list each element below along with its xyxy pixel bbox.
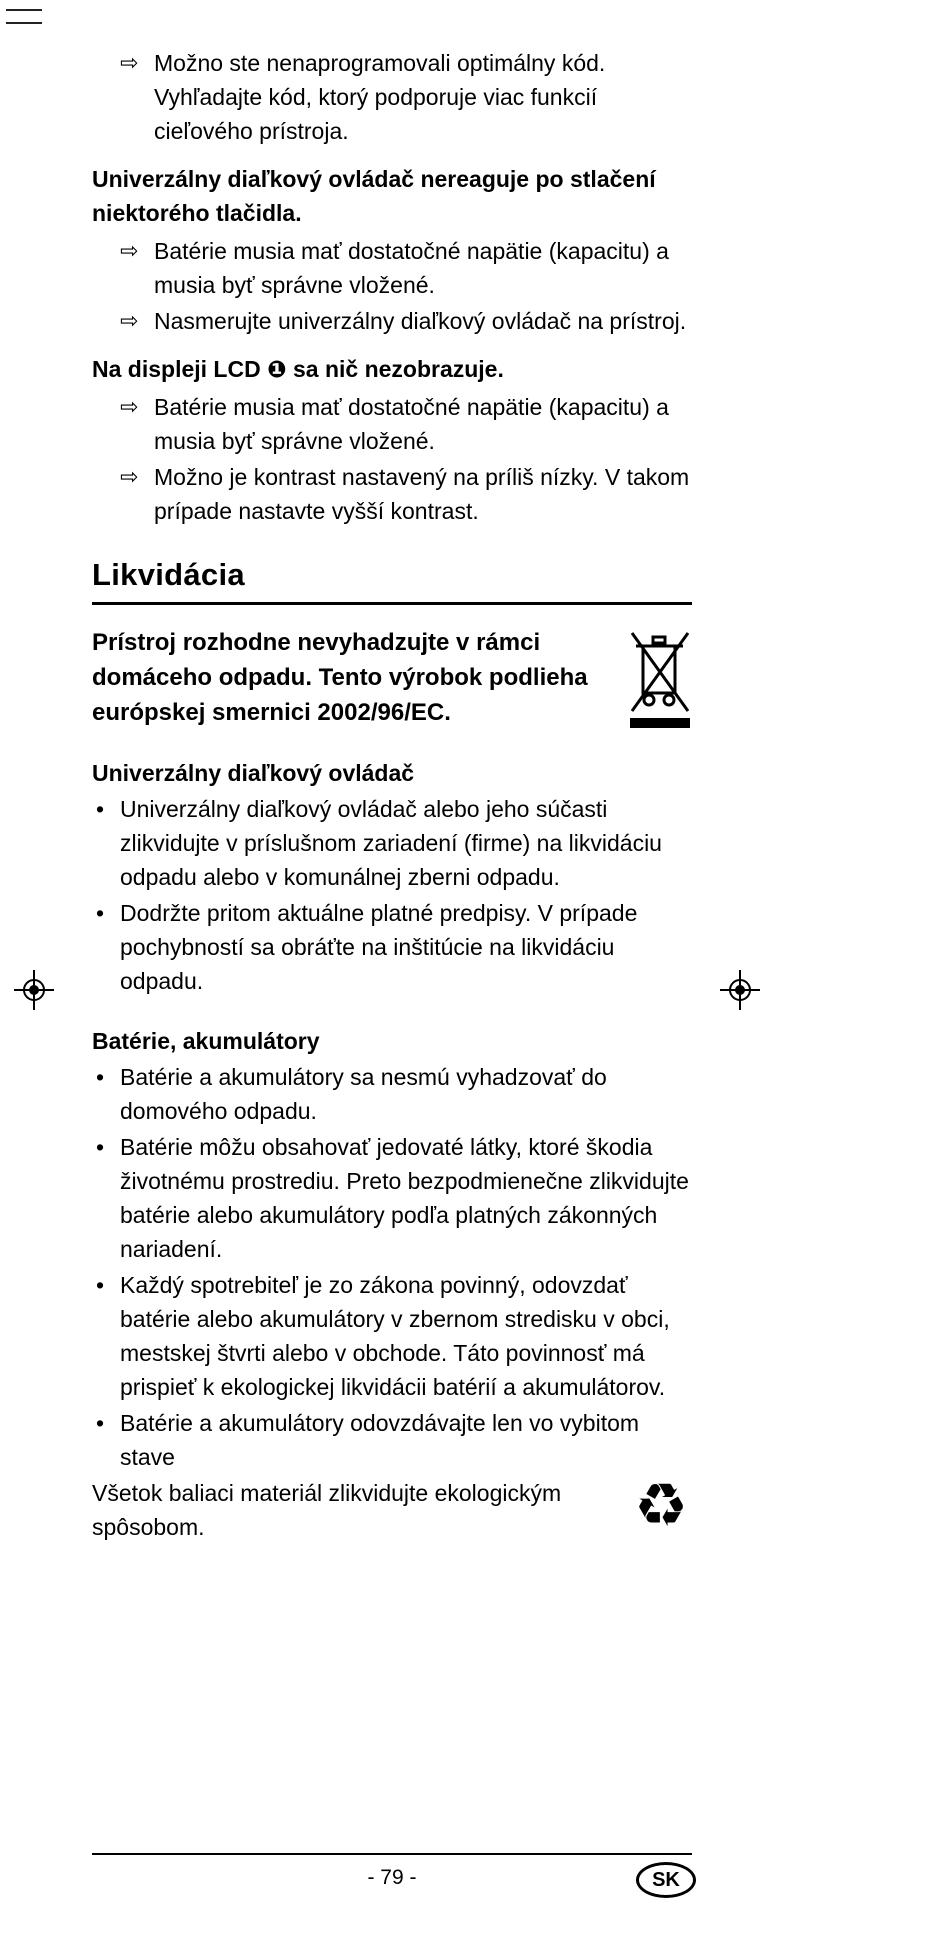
packaging-text: Všetok baliaci materiál zlikvidujte ekologickým spôsobom. xyxy=(92,1480,562,1540)
arrow-right-icon: ⇨ xyxy=(120,464,139,489)
tip-batteries-voltage-2 xyxy=(120,390,692,458)
arrow-right-icon: ⇨ xyxy=(120,308,139,333)
tip-point-remote xyxy=(120,304,692,338)
bullet-icon: • xyxy=(96,1064,105,1090)
list-item-text: Batérie môžu obsahovať jedovaté látky, ktoré škodia životnému prostrediu. Preto bezpodmienečne zlikvidujte batérie alebo akumulátory podľa platných zákonných nariadení. xyxy=(120,1134,689,1262)
bullet-icon: • xyxy=(96,1410,105,1436)
section-title-disposal: Likvidácia xyxy=(92,558,692,605)
tip-text: Možno ste nenaprogramovali optimálny kód. Vyhľadajte kód, ktorý podporuje viac funkcií cieľového prístroja. xyxy=(154,50,606,144)
manual-page-content xyxy=(92,46,692,1544)
list-item xyxy=(96,1268,692,1404)
circled-one-icon: ❶ xyxy=(267,356,287,382)
list-item-text: Batérie a akumulátory odovzdávajte len vo vybitom stave xyxy=(120,1410,640,1470)
bullet-icon: • xyxy=(96,1272,105,1298)
heading-text-post: sa nič nezobrazuje. xyxy=(292,356,504,382)
language-badge: SK xyxy=(636,1862,696,1898)
list-item xyxy=(96,792,692,894)
problem-heading-lcd-blank xyxy=(92,352,692,386)
registration-mark-icon xyxy=(718,968,762,1012)
packaging-disposal-paragraph xyxy=(92,1472,692,1544)
page-number: - 79 - xyxy=(367,1866,417,1889)
list-item-text: Každý spotrebiteľ je zo zákona povinný, odovzdať batérie alebo akumulátory v zbernom stredisku v obci, mestskej štvrti alebo v obchode. Táto povinnosť má prispieť k ekologickej likvidácii batérií a akumulátorov. xyxy=(120,1272,670,1400)
tip-text: Batérie musia mať dostatočné napätie (kapacitu) a musia byť správne vložené. xyxy=(154,394,669,454)
footer-divider xyxy=(92,1853,692,1855)
tip-text: Batérie musia mať dostatočné napätie (kapacitu) a musia byť správne vložené. xyxy=(154,238,669,298)
tip-contrast xyxy=(120,460,692,528)
bullet-icon: • xyxy=(96,900,105,926)
list-item xyxy=(96,1060,692,1128)
weee-crossed-bin-icon xyxy=(628,627,692,729)
tip-text: Možno je kontrast nastavený na príliš nízky. V takom prípade nastavte vyšší kontrast. xyxy=(154,464,690,524)
tip-text: Nasmerujte univerzálny diaľkový ovládač na prístroj. xyxy=(154,308,687,334)
subheading-remote-disposal: Univerzálny diaľkový ovládač xyxy=(92,760,415,786)
arrow-right-icon: ⇨ xyxy=(120,394,139,419)
disposal-lead-text: Prístroj rozhodne nevyhadzujte v rámci domáceho odpadu. Tento výrobok podlieha európskej smernici 2002/96/EC. xyxy=(92,629,588,726)
list-item-text: Univerzálny diaľkový ovládač alebo jeho súčasti zlikvidujte v príslušnom zariadení (firme) na likvidáciu odpadu alebo v komunálnej zberni odpadu. xyxy=(120,796,662,890)
tip-batteries-voltage xyxy=(120,234,692,302)
tip-optimal-code xyxy=(120,46,692,148)
crop-mark xyxy=(6,22,42,24)
subheading-batteries-disposal: Batérie, akumulátory xyxy=(92,1028,320,1054)
list-item-text: Batérie a akumulátory sa nesmú vyhadzovať do domového odpadu. xyxy=(120,1064,607,1124)
bullet-icon: • xyxy=(96,1134,105,1160)
list-item xyxy=(96,1130,692,1266)
list-item-text: Dodržte pritom aktuálne platné predpisy. V prípade pochybností sa obráťte na inštitúcie na likvidáciu odpadu. xyxy=(120,900,638,994)
list-item xyxy=(96,1406,692,1474)
list-item xyxy=(96,896,692,998)
disposal-lead-paragraph xyxy=(92,625,692,730)
heading-text-pre: Na displeji LCD xyxy=(92,356,261,382)
registration-mark-icon xyxy=(12,968,56,1012)
crop-mark xyxy=(6,9,42,11)
problem-heading-no-response: Univerzálny diaľkový ovládač nereaguje po stlačení niektorého tlačidla. xyxy=(92,166,656,226)
recycling-icon: ♻ xyxy=(634,1472,688,1539)
bullet-icon: • xyxy=(96,796,105,822)
arrow-right-icon: ⇨ xyxy=(120,50,139,75)
arrow-right-icon: ⇨ xyxy=(120,238,139,263)
